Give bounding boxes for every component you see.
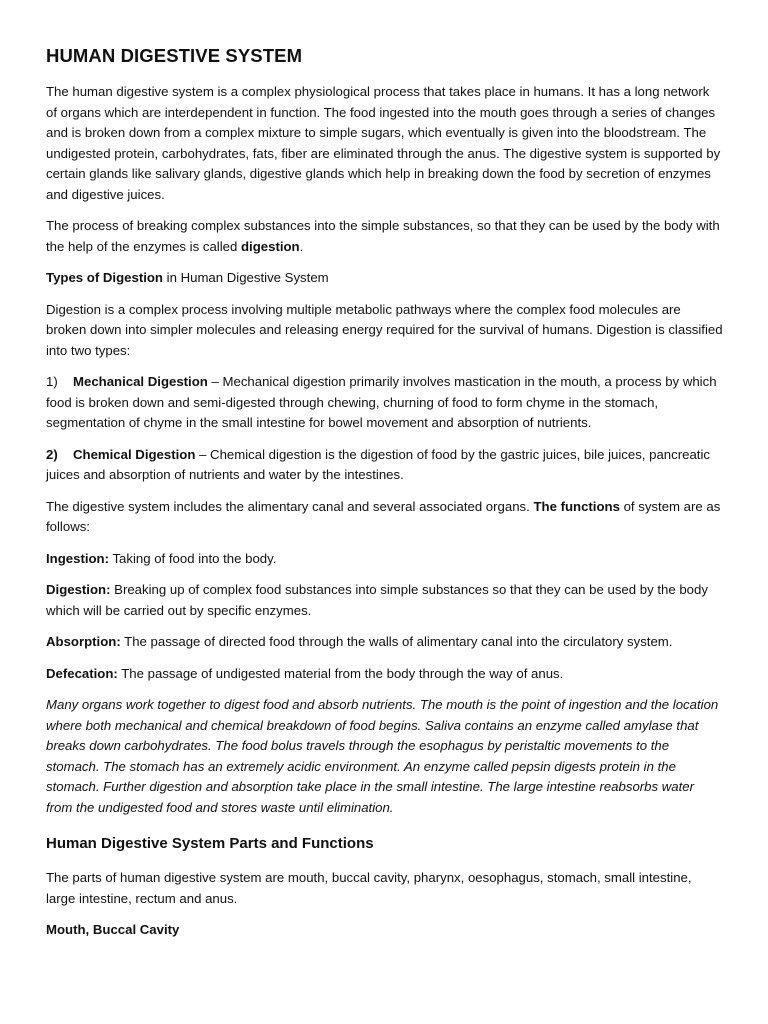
type-description: – Chemical digestion is the digestion of food by the gastric juices, bile juices, pancreatic juices and absorption of nutrients and water by the intestines. xyxy=(46,446,710,482)
functions-intro-rest: of system are as follows: xyxy=(46,498,721,534)
type-description: – Mechanical digestion primarily involves mastication in the mouth, a process by which food is broken down and semi-digested through chewing, churning of food to form chyme in the stomach, segmentation of chyme in the small intestine for bowel movement and absorption of nutrients. xyxy=(46,374,717,430)
digestion-definition-text: The process of breaking complex substances into the simple substances, so that they can be used by the body with the help of the enzymes is called xyxy=(46,218,720,254)
type-item-mechanical xyxy=(46,372,724,434)
types-intro-paragraph: Digestion is a complex process involving multiple metabolic pathways where the complex food molecules are broken down into simpler molecules and releasing energy required for the survival of humans. Digestion is classified into two types: xyxy=(46,301,723,358)
function-item-defecation xyxy=(46,664,724,685)
type-name: Mechanical Digestion xyxy=(73,374,208,389)
document-title: HUMAN DIGESTIVE SYSTEM xyxy=(46,45,303,66)
function-description: The passage of undigested material from the body through the way of anus. xyxy=(117,665,564,681)
function-description: Taking of food into the body. xyxy=(109,550,277,566)
function-description: Breaking up of complex food substances into simple substances so that they can be used by the body which will be carried out by specific enzymes. xyxy=(46,582,708,618)
function-term: Ingestion: xyxy=(46,550,110,566)
digestion-definition-paragraph xyxy=(46,216,724,257)
organs-summary-paragraph: Many organs work together to digest food and absorb nutrients. The mouth is the point of ingestion and the location where both mechanical and chemical breakdown of food begins. Saliva contains an enzyme called amylase that breaks down carbohydrates. The food bolus travels through the esophagus by peristaltic movements to the stomach. The stomach has an extremely acidic environment. An enzyme called pepsin digests protein in the stomach. Further digestion and absorption take place in the small intestine. The large intestine reabsorbs water from the undigested food and stores waste until elimination. xyxy=(46,697,719,815)
mouth-subheading: Mouth, Buccal Cavity xyxy=(46,922,180,937)
type-name: Chemical Digestion xyxy=(73,446,196,462)
functions-intro-text: The digestive system includes the alimentary canal and several associated organs. xyxy=(46,498,534,514)
digestion-definition-end: . xyxy=(299,238,304,254)
type-number: 2) xyxy=(46,446,58,462)
function-item-ingestion xyxy=(46,549,724,570)
type-item-chemical xyxy=(46,445,724,486)
function-term: Defecation: xyxy=(46,665,118,681)
type-number: 1) xyxy=(46,374,58,389)
functions-intro-paragraph xyxy=(46,497,724,538)
function-item-digestion xyxy=(46,580,724,621)
types-heading xyxy=(46,268,724,289)
function-item-absorption xyxy=(46,632,724,653)
parts-section-heading: Human Digestive System Parts and Functions xyxy=(46,835,374,852)
digestion-term: digestion xyxy=(241,238,300,254)
parts-intro-paragraph: The parts of human digestive system are mouth, buccal cavity, pharynx, oesophagus, stomach, small intestine, large intestine, rectum and anus. xyxy=(46,870,692,906)
function-term: Absorption: xyxy=(46,634,121,649)
function-description: The passage of directed food through the walls of alimentary canal into the circulatory system. xyxy=(120,634,673,649)
types-heading-bold: Types of Digestion xyxy=(46,270,163,285)
function-term: Digestion: xyxy=(46,582,111,597)
types-heading-rest: in Human Digestive System xyxy=(163,270,329,285)
functions-intro-bold: The functions xyxy=(533,498,620,514)
document-page xyxy=(46,44,724,952)
intro-paragraph: The human digestive system is a complex physiological process that takes place in humans. It has a long network of organs which are interdependent in function. The food ingested into the mouth goes through a series of changes and is broken down from a complex mixture to simple sugars, which eventually is given into the bloodstream. The undigested protein, carbohydrates, fats, fiber are eliminated through the anus. The digestive system is supported by certain glands like salivary glands, digestive glands which help in breaking down the food by secretion of enzymes and digestive juices. xyxy=(46,84,721,202)
